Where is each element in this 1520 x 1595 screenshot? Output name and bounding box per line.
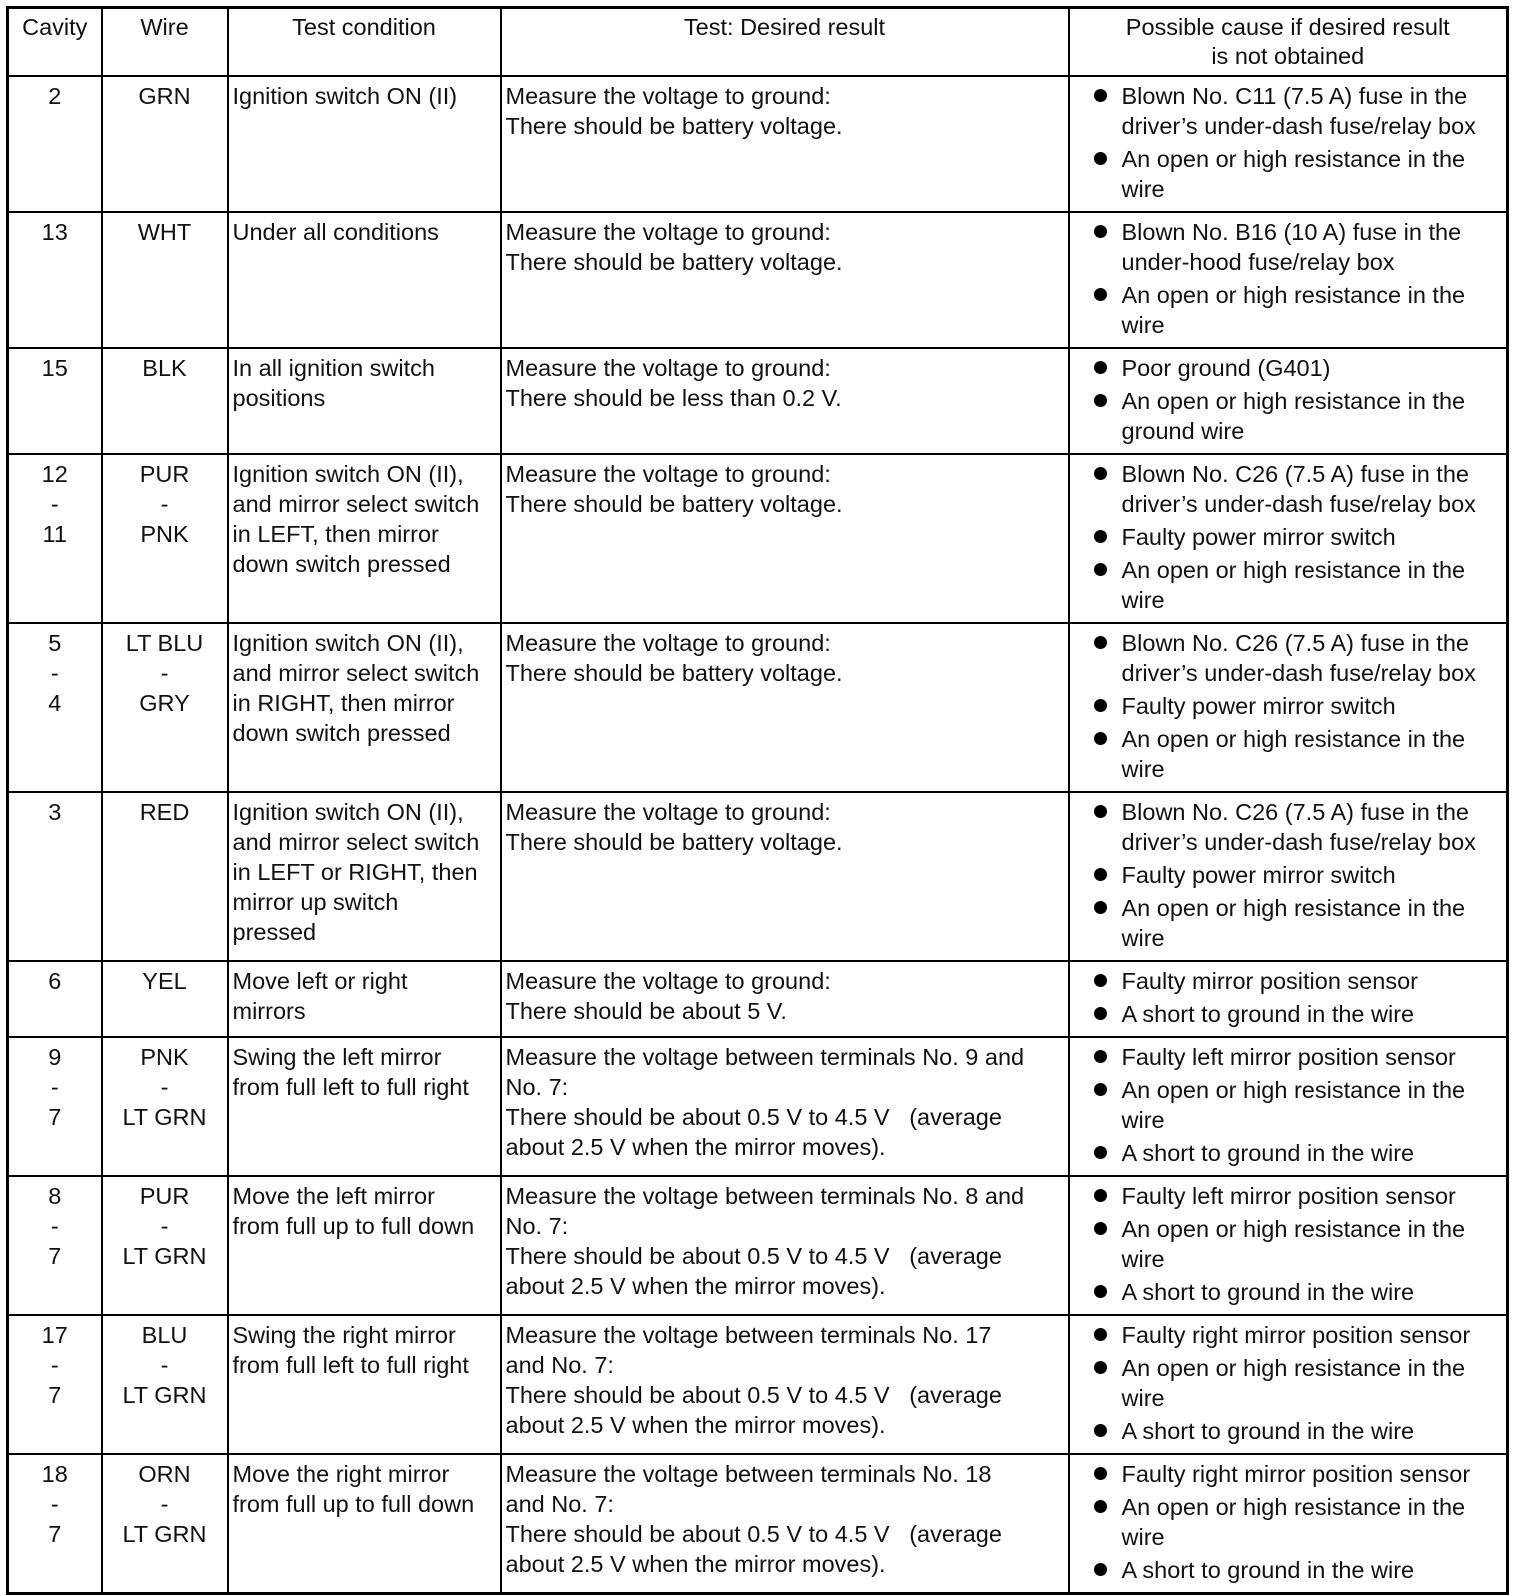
test-condition-cell-line: Swing the right mirror bbox=[232, 1322, 456, 1348]
wire-cell-line: PUR bbox=[139, 461, 190, 487]
desired-result-cell bbox=[501, 792, 1069, 961]
cavity-cell-line: 6 bbox=[48, 968, 62, 994]
cause-list bbox=[1074, 628, 1503, 784]
cause-text: A short to ground in the wire bbox=[1121, 1279, 1415, 1305]
test-condition-cell-line: In all ignition switch bbox=[232, 355, 435, 381]
header-cavity: Cavity bbox=[8, 8, 102, 77]
cavity-cell bbox=[8, 454, 102, 623]
header-possible-cause bbox=[1069, 8, 1508, 77]
test-condition-cell-line: down switch pressed bbox=[232, 720, 451, 746]
wire-cell bbox=[102, 961, 228, 1037]
bullet-icon bbox=[1094, 1007, 1107, 1020]
bullet-icon bbox=[1094, 1361, 1107, 1374]
possible-cause-cell bbox=[1069, 76, 1508, 212]
test-condition-cell bbox=[228, 1037, 501, 1176]
table-row bbox=[8, 454, 1508, 623]
cavity-cell-line: 7 bbox=[48, 1243, 62, 1269]
cause-list bbox=[1074, 353, 1503, 446]
desired-result-cell-line: There should be battery voltage. bbox=[505, 491, 843, 517]
cavity-cell bbox=[8, 212, 102, 348]
cavity-cell-line: - bbox=[50, 1352, 59, 1378]
cause-item bbox=[1074, 144, 1503, 204]
test-condition-cell bbox=[228, 961, 501, 1037]
desired-result-cell-line: There should be battery voltage. bbox=[505, 829, 843, 855]
cavity-cell-line: 12 bbox=[41, 461, 68, 487]
wire-cell-line: - bbox=[160, 491, 169, 517]
desired-result-cell-line: There should be about 0.5 V to 4.5 V (average bbox=[505, 1382, 1002, 1408]
test-condition-cell-line: mirrors bbox=[232, 998, 306, 1024]
cause-text: Faulty right mirror position sensor bbox=[1121, 1322, 1471, 1348]
cavity-cell bbox=[8, 1176, 102, 1315]
wire-cell bbox=[102, 212, 228, 348]
desired-result-cell-line: There should be about 0.5 V to 4.5 V (average bbox=[505, 1104, 1002, 1130]
bullet-icon bbox=[1094, 1500, 1107, 1513]
test-condition-cell-line: pressed bbox=[232, 919, 317, 945]
cavity-cell bbox=[8, 623, 102, 792]
cause-list bbox=[1074, 459, 1503, 615]
header-row bbox=[8, 8, 1508, 77]
header-cause-line: is not obtained bbox=[1211, 43, 1365, 69]
test-condition-cell-line: from full left to full right bbox=[232, 1074, 469, 1100]
cause-text: Faulty left mirror position sensor bbox=[1121, 1183, 1456, 1209]
cavity-cell bbox=[8, 792, 102, 961]
test-condition-cell-line: Ignition switch ON (II), bbox=[232, 630, 464, 656]
cause-text: An open or high resistance in the wire bbox=[1121, 1077, 1466, 1133]
bullet-icon bbox=[1094, 1222, 1107, 1235]
cause-item bbox=[1074, 1214, 1503, 1274]
cavity-cell-line: 18 bbox=[41, 1461, 68, 1487]
desired-result-cell-line: There should be about 5 V. bbox=[505, 998, 787, 1024]
cause-item bbox=[1074, 966, 1503, 996]
bullet-icon bbox=[1094, 636, 1107, 649]
desired-result-cell bbox=[501, 76, 1069, 212]
cavity-cell-line: 3 bbox=[48, 799, 62, 825]
cause-item bbox=[1074, 893, 1503, 953]
cause-text: An open or high resistance in the ground wire bbox=[1121, 388, 1466, 444]
desired-result-cell-line: Measure the voltage between terminals No. 17 bbox=[505, 1322, 992, 1348]
bullet-icon bbox=[1094, 152, 1107, 165]
table-row bbox=[8, 212, 1508, 348]
test-condition-cell bbox=[228, 792, 501, 961]
bullet-icon bbox=[1094, 1563, 1107, 1576]
cause-item bbox=[1074, 386, 1503, 446]
test-condition-cell-line: Ignition switch ON (II), bbox=[232, 461, 464, 487]
desired-result-cell bbox=[501, 623, 1069, 792]
desired-result-cell bbox=[501, 454, 1069, 623]
possible-cause-cell bbox=[1069, 623, 1508, 792]
bullet-icon bbox=[1094, 1050, 1107, 1063]
bullet-icon bbox=[1094, 1146, 1107, 1159]
wire-cell-line: PUR bbox=[139, 1183, 190, 1209]
cause-item bbox=[1074, 1459, 1503, 1489]
test-condition-cell-line: positions bbox=[232, 385, 326, 411]
bullet-icon bbox=[1094, 732, 1107, 745]
cause-list bbox=[1074, 217, 1503, 340]
possible-cause-cell bbox=[1069, 1037, 1508, 1176]
test-condition-cell-line: and mirror select switch bbox=[232, 491, 480, 517]
cause-text: Faulty power mirror switch bbox=[1121, 862, 1396, 888]
wire-cell-line: BLK bbox=[142, 355, 187, 381]
cause-item bbox=[1074, 1320, 1503, 1350]
wire-cell-line: - bbox=[160, 660, 169, 686]
wire-cell bbox=[102, 348, 228, 454]
cause-text: An open or high resistance in the wire bbox=[1121, 1494, 1466, 1550]
possible-cause-cell bbox=[1069, 792, 1508, 961]
cause-item bbox=[1074, 1042, 1503, 1072]
bullet-icon bbox=[1094, 225, 1107, 238]
cause-text: An open or high resistance in the wire bbox=[1121, 282, 1466, 338]
desired-result-cell-line: Measure the voltage to ground: bbox=[505, 219, 831, 245]
bullet-icon bbox=[1094, 530, 1107, 543]
desired-result-cell-line: Measure the voltage to ground: bbox=[505, 799, 831, 825]
desired-result-cell-line: No. 7: bbox=[505, 1074, 569, 1100]
cause-item bbox=[1074, 522, 1503, 552]
cavity-cell bbox=[8, 76, 102, 212]
bullet-icon bbox=[1094, 394, 1107, 407]
bullet-icon bbox=[1094, 699, 1107, 712]
test-condition-cell-line: in LEFT or RIGHT, then bbox=[232, 859, 478, 885]
cause-list bbox=[1074, 81, 1503, 204]
possible-cause-cell bbox=[1069, 1315, 1508, 1454]
wire-cell bbox=[102, 1037, 228, 1176]
bullet-icon bbox=[1094, 868, 1107, 881]
cause-text: Blown No. C26 (7.5 A) fuse in the driver’s under-dash fuse/relay box bbox=[1121, 461, 1476, 517]
test-condition-cell-line: mirror up switch bbox=[232, 889, 399, 915]
cause-text: An open or high resistance in the wire bbox=[1121, 1355, 1466, 1411]
table-row bbox=[8, 76, 1508, 212]
possible-cause-cell bbox=[1069, 454, 1508, 623]
cavity-cell-line: 13 bbox=[41, 219, 68, 245]
possible-cause-cell bbox=[1069, 961, 1508, 1037]
cause-item bbox=[1074, 1181, 1503, 1211]
header-wire: Wire bbox=[102, 8, 228, 77]
cause-text: Blown No. C11 (7.5 A) fuse in the driver’s under-dash fuse/relay box bbox=[1121, 83, 1476, 139]
bullet-icon bbox=[1094, 901, 1107, 914]
bullet-icon bbox=[1094, 89, 1107, 102]
cavity-cell-line: 17 bbox=[41, 1322, 68, 1348]
cause-text: A short to ground in the wire bbox=[1121, 1140, 1415, 1166]
cause-text: A short to ground in the wire bbox=[1121, 1557, 1415, 1583]
cavity-cell-line: - bbox=[50, 1491, 59, 1517]
test-condition-cell bbox=[228, 348, 501, 454]
cause-list bbox=[1074, 966, 1503, 1029]
cavity-cell-line: 11 bbox=[42, 521, 67, 547]
cavity-cell-line: 7 bbox=[48, 1521, 62, 1547]
cause-list bbox=[1074, 1181, 1503, 1307]
cause-list bbox=[1074, 797, 1503, 953]
cause-item bbox=[1074, 999, 1503, 1029]
possible-cause-cell bbox=[1069, 1176, 1508, 1315]
cause-text: Blown No. C26 (7.5 A) fuse in the driver’s under-dash fuse/relay box bbox=[1121, 630, 1476, 686]
wire-cell bbox=[102, 76, 228, 212]
test-condition-cell bbox=[228, 1176, 501, 1315]
cause-text: Faulty mirror position sensor bbox=[1121, 968, 1418, 994]
cavity-cell-line: 4 bbox=[48, 690, 62, 716]
wire-cell-line: WHT bbox=[137, 219, 192, 245]
cause-item bbox=[1074, 459, 1503, 519]
possible-cause-cell bbox=[1069, 348, 1508, 454]
cause-text: Faulty power mirror switch bbox=[1121, 693, 1396, 719]
desired-result-cell-line: Measure the voltage to ground: bbox=[505, 461, 831, 487]
wire-cell bbox=[102, 454, 228, 623]
wire-cell-line: - bbox=[160, 1074, 169, 1100]
cause-list bbox=[1074, 1459, 1503, 1585]
wire-cell-line: LT GRN bbox=[122, 1243, 207, 1269]
desired-result-cell-line: Measure the voltage to ground: bbox=[505, 968, 831, 994]
wire-cell-line: LT GRN bbox=[122, 1521, 207, 1547]
wire-cell-line: GRN bbox=[138, 83, 191, 109]
test-condition-cell-line: Under all conditions bbox=[232, 219, 439, 245]
desired-result-cell-line: There should be about 0.5 V to 4.5 V (average bbox=[505, 1243, 1002, 1269]
desired-result-cell-line: There should be battery voltage. bbox=[505, 113, 843, 139]
wire-cell bbox=[102, 1176, 228, 1315]
cavity-cell bbox=[8, 1037, 102, 1176]
desired-result-cell-line: Measure the voltage between terminals No. 18 bbox=[505, 1461, 992, 1487]
test-condition-cell-line: Swing the left mirror bbox=[232, 1044, 442, 1070]
test-condition-cell-line: in RIGHT, then mirror bbox=[232, 690, 455, 716]
cause-list bbox=[1074, 1320, 1503, 1446]
test-condition-cell-line: in LEFT, then mirror bbox=[232, 521, 439, 547]
wire-cell-line: LT BLU bbox=[125, 630, 204, 656]
desired-result-cell-line: about 2.5 V when the mirror moves). bbox=[505, 1134, 886, 1160]
table-row bbox=[8, 792, 1508, 961]
bullet-icon bbox=[1094, 467, 1107, 480]
desired-result-cell-line: Measure the voltage to ground: bbox=[505, 355, 831, 381]
cause-text: An open or high resistance in the wire bbox=[1121, 726, 1466, 782]
desired-result-cell-line: Measure the voltage between terminals No. 9 and bbox=[505, 1044, 1025, 1070]
desired-result-cell-line: and No. 7: bbox=[505, 1352, 614, 1378]
cavity-cell-line: 8 bbox=[48, 1183, 62, 1209]
wire-cell-line: RED bbox=[139, 799, 190, 825]
cavity-cell bbox=[8, 961, 102, 1037]
bullet-icon bbox=[1094, 1424, 1107, 1437]
cause-item bbox=[1074, 280, 1503, 340]
cavity-cell bbox=[8, 348, 102, 454]
header-cause-line: Possible cause if desired result bbox=[1125, 14, 1450, 40]
table-row bbox=[8, 961, 1508, 1037]
wire-cell bbox=[102, 1315, 228, 1454]
bullet-icon bbox=[1094, 1285, 1107, 1298]
desired-result-cell-line: There should be less than 0.2 V. bbox=[505, 385, 842, 411]
desired-result-cell-line: and No. 7: bbox=[505, 1491, 614, 1517]
cause-item bbox=[1074, 1555, 1503, 1585]
cause-item bbox=[1074, 724, 1503, 784]
test-condition-cell-line: and mirror select switch bbox=[232, 829, 480, 855]
cause-text: An open or high resistance in the wire bbox=[1121, 146, 1466, 202]
desired-result-cell-line: about 2.5 V when the mirror moves). bbox=[505, 1551, 886, 1577]
desired-result-cell-line: Measure the voltage to ground: bbox=[505, 83, 831, 109]
test-condition-cell-line: from full up to full down bbox=[232, 1491, 475, 1517]
table-row bbox=[8, 1037, 1508, 1176]
header-desired-result: Test: Desired result bbox=[501, 8, 1069, 77]
test-condition-cell-line: Move left or right bbox=[232, 968, 408, 994]
test-condition-cell-line: and mirror select switch bbox=[232, 660, 480, 686]
table-row bbox=[8, 348, 1508, 454]
cavity-cell-line: 9 bbox=[48, 1044, 62, 1070]
test-condition-cell-line: Ignition switch ON (II), bbox=[232, 799, 464, 825]
test-condition-cell-line: down switch pressed bbox=[232, 551, 451, 577]
cavity-cell-line: - bbox=[50, 1213, 59, 1239]
cause-text: Blown No. C26 (7.5 A) fuse in the driver’s under-dash fuse/relay box bbox=[1121, 799, 1476, 855]
test-condition-cell-line: from full up to full down bbox=[232, 1213, 475, 1239]
wire-cell bbox=[102, 792, 228, 961]
desired-result-cell-line: There should be about 0.5 V to 4.5 V (average bbox=[505, 1521, 1002, 1547]
test-condition-cell-line: Move the right mirror bbox=[232, 1461, 450, 1487]
table-row bbox=[8, 1176, 1508, 1315]
bullet-icon bbox=[1094, 563, 1107, 576]
cause-item bbox=[1074, 860, 1503, 890]
cause-item bbox=[1074, 1075, 1503, 1135]
bullet-icon bbox=[1094, 1189, 1107, 1202]
desired-result-cell-line: No. 7: bbox=[505, 1213, 569, 1239]
cause-text: An open or high resistance in the wire bbox=[1121, 1216, 1466, 1272]
test-condition-cell bbox=[228, 212, 501, 348]
wire-cell-line: - bbox=[160, 1213, 169, 1239]
circuit-test-table bbox=[6, 6, 1509, 1595]
cause-item bbox=[1074, 1138, 1503, 1168]
possible-cause-cell bbox=[1069, 212, 1508, 348]
desired-result-cell-line: There should be battery voltage. bbox=[505, 660, 843, 686]
cause-item bbox=[1074, 691, 1503, 721]
test-condition-cell-line: from full left to full right bbox=[232, 1352, 469, 1378]
bullet-icon bbox=[1094, 974, 1107, 987]
test-condition-cell bbox=[228, 454, 501, 623]
desired-result-cell bbox=[501, 1037, 1069, 1176]
wire-cell-line: - bbox=[160, 1491, 169, 1517]
header-test-condition: Test condition bbox=[228, 8, 501, 77]
wire-cell-line: YEL bbox=[142, 968, 187, 994]
cavity-cell-line: 7 bbox=[48, 1104, 62, 1130]
wire-cell-line: PNK bbox=[140, 1044, 189, 1070]
desired-result-cell bbox=[501, 1176, 1069, 1315]
desired-result-cell-line: about 2.5 V when the mirror moves). bbox=[505, 1273, 886, 1299]
desired-result-cell bbox=[501, 212, 1069, 348]
cavity-cell bbox=[8, 1315, 102, 1454]
wire-cell-line: LT GRN bbox=[122, 1104, 207, 1130]
cavity-cell-line: 7 bbox=[48, 1382, 62, 1408]
cause-item bbox=[1074, 353, 1503, 383]
wire-cell-line: BLU bbox=[141, 1322, 188, 1348]
wire-cell-line: PNK bbox=[140, 521, 189, 547]
desired-result-cell-line: about 2.5 V when the mirror moves). bbox=[505, 1412, 886, 1438]
cause-text: Blown No. B16 (10 A) fuse in the under-hood fuse/relay box bbox=[1121, 219, 1462, 275]
bullet-icon bbox=[1094, 288, 1107, 301]
test-condition-cell-line: Ignition switch ON (II) bbox=[232, 83, 458, 109]
desired-result-cell-line: Measure the voltage between terminals No. 8 and bbox=[505, 1183, 1025, 1209]
cause-text: A short to ground in the wire bbox=[1121, 1001, 1415, 1027]
cause-list bbox=[1074, 1042, 1503, 1168]
desired-result-cell-line: Measure the voltage to ground: bbox=[505, 630, 831, 656]
desired-result-cell bbox=[501, 961, 1069, 1037]
cause-item bbox=[1074, 1353, 1503, 1413]
cause-text: Poor ground (G401) bbox=[1121, 355, 1331, 381]
cause-text: An open or high resistance in the wire bbox=[1121, 895, 1466, 951]
cavity-cell-line: - bbox=[50, 660, 59, 686]
bullet-icon bbox=[1094, 1083, 1107, 1096]
wire-cell-line: GRY bbox=[139, 690, 190, 716]
cause-item bbox=[1074, 555, 1503, 615]
wire-cell bbox=[102, 623, 228, 792]
table-row bbox=[8, 1315, 1508, 1454]
cavity-cell-line: - bbox=[50, 491, 59, 517]
test-condition-cell bbox=[228, 623, 501, 792]
bullet-icon bbox=[1094, 361, 1107, 374]
bullet-icon bbox=[1094, 805, 1107, 818]
cavity-cell-line: - bbox=[50, 1074, 59, 1100]
desired-result-cell bbox=[501, 1315, 1069, 1454]
cavity-cell-line: 15 bbox=[41, 355, 68, 381]
cavity-cell-line: 2 bbox=[48, 83, 62, 109]
test-condition-cell-line: Move the left mirror bbox=[232, 1183, 435, 1209]
table-row bbox=[8, 623, 1508, 792]
bullet-icon bbox=[1094, 1328, 1107, 1341]
cause-text: Faulty right mirror position sensor bbox=[1121, 1461, 1471, 1487]
test-condition-cell bbox=[228, 1315, 501, 1454]
cause-text: A short to ground in the wire bbox=[1121, 1418, 1415, 1444]
desired-result-cell-line: There should be battery voltage. bbox=[505, 249, 843, 275]
wire-cell-line: - bbox=[160, 1352, 169, 1378]
cause-item bbox=[1074, 81, 1503, 141]
cause-item bbox=[1074, 1277, 1503, 1307]
cause-item bbox=[1074, 628, 1503, 688]
cause-item bbox=[1074, 1416, 1503, 1446]
cause-text: Faulty power mirror switch bbox=[1121, 524, 1396, 550]
desired-result-cell bbox=[501, 348, 1069, 454]
cause-item bbox=[1074, 217, 1503, 277]
wire-cell-line: LT GRN bbox=[122, 1382, 207, 1408]
test-condition-cell bbox=[228, 76, 501, 212]
wire-cell-line: ORN bbox=[138, 1461, 191, 1487]
cause-item bbox=[1074, 797, 1503, 857]
cavity-cell-line: 5 bbox=[48, 630, 62, 656]
cause-text: Faulty left mirror position sensor bbox=[1121, 1044, 1456, 1070]
cause-text: An open or high resistance in the wire bbox=[1121, 557, 1466, 613]
bullet-icon bbox=[1094, 1467, 1107, 1480]
cause-item bbox=[1074, 1492, 1503, 1552]
